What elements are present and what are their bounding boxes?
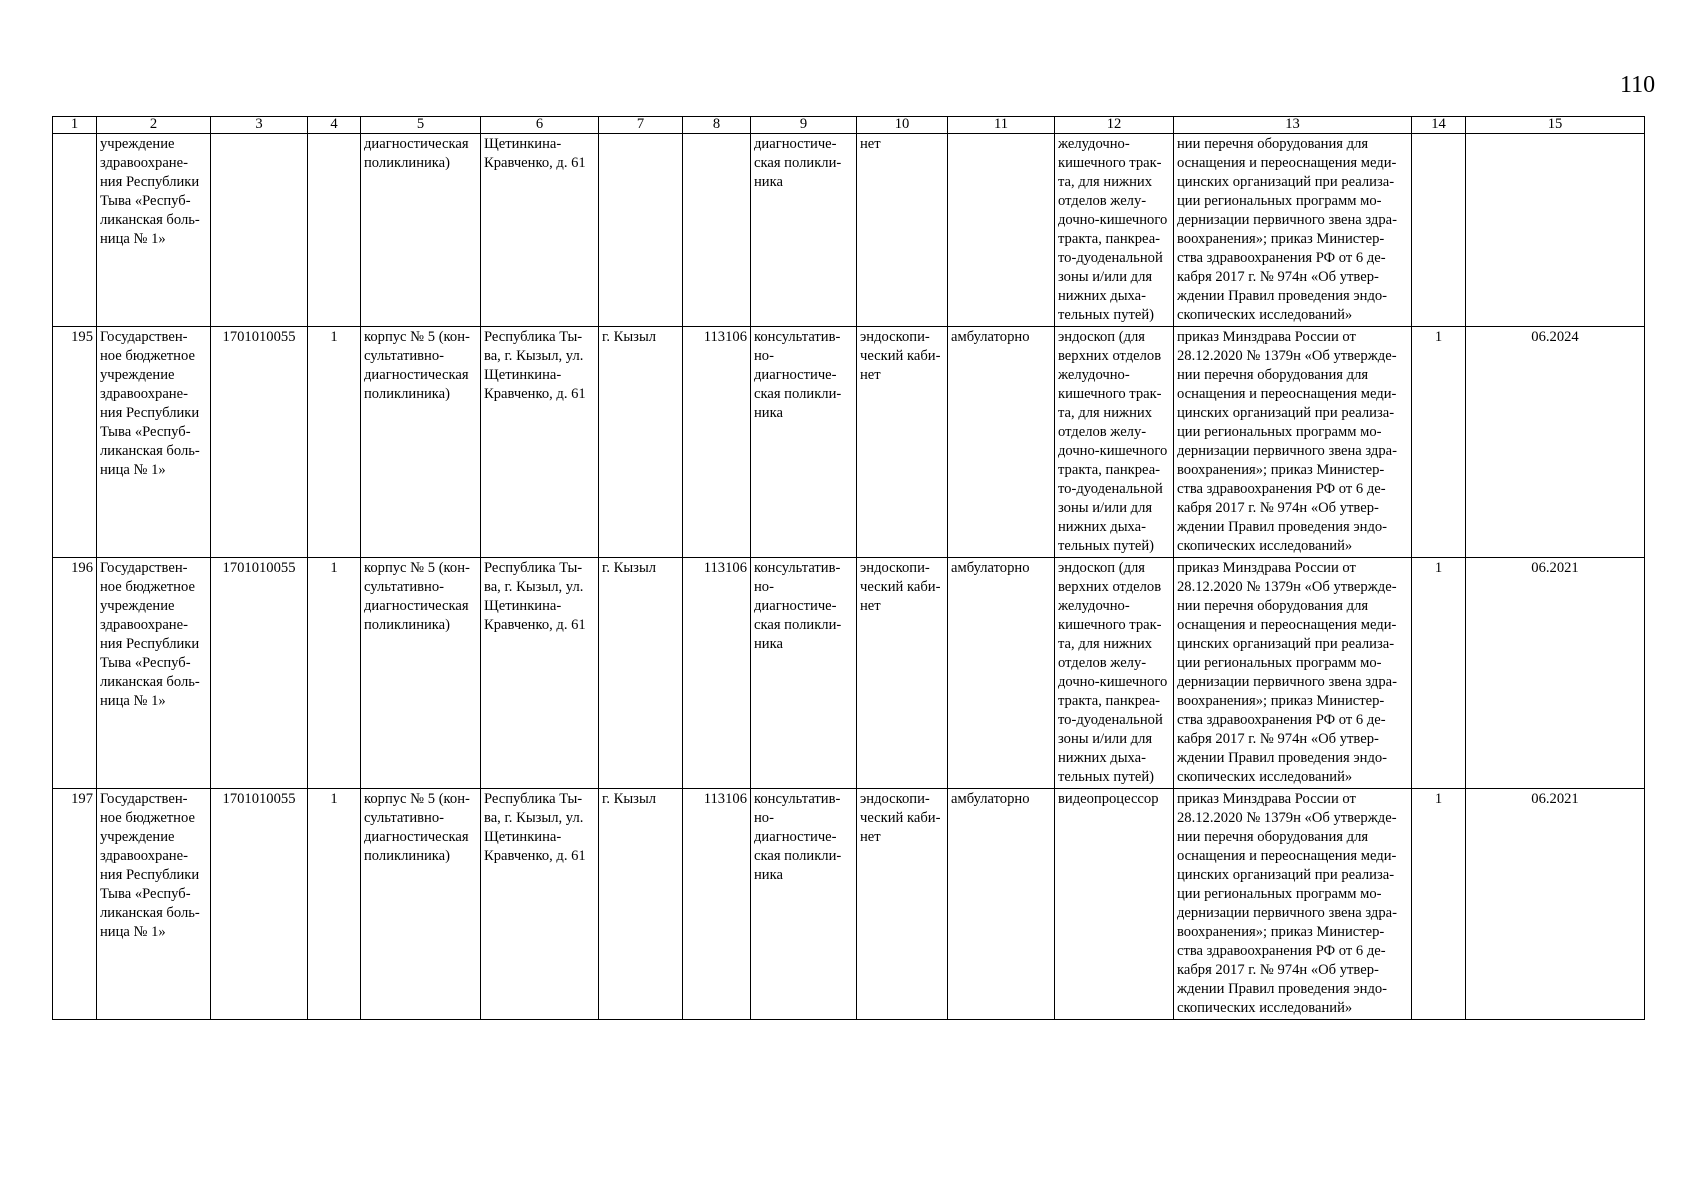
column-header: 8 <box>683 117 751 134</box>
equipment-table <box>52 116 1645 1020</box>
column-header: 6 <box>481 117 599 134</box>
city-cell: г. Кызыл <box>599 558 683 789</box>
city-cell <box>599 134 683 327</box>
equipment-cell: желудочно- кишечного трак- та, для нижних отделов желу- дочно-кишечного тракта, панкреа- то-дуоденальной зоны и/или для нижних дыха- тельных путей) <box>1055 134 1174 327</box>
table-row <box>53 558 1645 789</box>
column-header: 4 <box>308 117 361 134</box>
quantity-cell: 1 <box>1412 327 1466 558</box>
code-cell: 1701010055 <box>211 789 308 1020</box>
column-header: 12 <box>1055 117 1174 134</box>
column-header: 9 <box>751 117 857 134</box>
facility-type-cell: консультатив- но- диагностиче- ская поликли- ника <box>751 558 857 789</box>
building-cell: корпус № 5 (кон- сультативно- диагностическая поликлиника) <box>361 327 481 558</box>
page-number: 110 <box>1620 72 1656 98</box>
facility-type-cell: консультатив- но- диагностиче- ская поликли- ника <box>751 327 857 558</box>
organization-cell: учреждение здравоохране- ния Республики Тыва «Респуб- ликанская боль- ница № 1» <box>97 134 211 327</box>
row-number: 196 <box>53 558 97 789</box>
column-header: 14 <box>1412 117 1466 134</box>
equipment-cell: видеопроцессор <box>1055 789 1174 1020</box>
organization-cell: Государствен- ное бюджетное учреждение здравоохране- ния Республики Тыва «Респуб- ликанская боль- ница № 1» <box>97 558 211 789</box>
column-header: 7 <box>599 117 683 134</box>
building-cell: корпус № 5 (кон- сультативно- диагностическая поликлиника) <box>361 558 481 789</box>
city-cell: г. Кызыл <box>599 327 683 558</box>
legal-basis-cell: нии перечня оборудования для оснащения и переоснащения меди- цинских организаций при реализа- ции региональных программ мо- дернизации первичного звена здра- воохранения»; приказ Министер- ства здравоохранения РФ от 6 де- кабря 2017 г. № 974н «Об утвер- ждении Правил проведения эндо- скопических исследований» <box>1174 134 1412 327</box>
organization-cell: Государствен- ное бюджетное учреждение здравоохране- ния Республики Тыва «Респуб- ликанская боль- ница № 1» <box>97 789 211 1020</box>
building-cell: диагностическая поликлиника) <box>361 134 481 327</box>
room-cell: нет <box>857 134 948 327</box>
count-cell: 1 <box>308 558 361 789</box>
count-cell <box>308 134 361 327</box>
legal-basis-cell: приказ Минздрава России от 28.12.2020 № 1379н «Об утвержде- нии перечня оборудования для оснащения и переоснащения меди- цинских организаций при реализа- ции региональных программ мо- дернизации первичного звена здра- воохранения»; приказ Министер- ства здравоохранения РФ от 6 де- кабря 2017 г. № 974н «Об утвер- ждении Правил проведения эндо- скопических исследований» <box>1174 789 1412 1020</box>
column-header: 2 <box>97 117 211 134</box>
address-cell: Щетинкина- Кравченко, д. 61 <box>481 134 599 327</box>
city-cell: г. Кызыл <box>599 789 683 1020</box>
row-number: 197 <box>53 789 97 1020</box>
zip-cell: 113106 <box>683 789 751 1020</box>
date-cell: 06.2021 <box>1466 558 1645 789</box>
column-header: 3 <box>211 117 308 134</box>
row-number <box>53 134 97 327</box>
room-cell: эндоскопи- ческий каби- нет <box>857 789 948 1020</box>
care-mode-cell: амбулаторно <box>948 789 1055 1020</box>
building-cell: корпус № 5 (кон- сультативно- диагностическая поликлиника) <box>361 789 481 1020</box>
code-cell: 1701010055 <box>211 558 308 789</box>
room-cell: эндоскопи- ческий каби- нет <box>857 327 948 558</box>
room-cell: эндоскопи- ческий каби- нет <box>857 558 948 789</box>
column-header: 11 <box>948 117 1055 134</box>
table-row <box>53 134 1645 327</box>
quantity-cell: 1 <box>1412 558 1466 789</box>
care-mode-cell: амбулаторно <box>948 327 1055 558</box>
count-cell: 1 <box>308 327 361 558</box>
address-cell: Республика Ты- ва, г. Кызыл, ул. Щетинкина- Кравченко, д. 61 <box>481 558 599 789</box>
code-cell <box>211 134 308 327</box>
equipment-cell: эндоскоп (для верхних отделов желудочно- кишечного трак- та, для нижних отделов желу- дочно-кишечного тракта, панкреа- то-дуоденальной зоны и/или для нижних дыха- тельных путей) <box>1055 558 1174 789</box>
zip-cell: 113106 <box>683 558 751 789</box>
table-row <box>53 789 1645 1020</box>
date-cell: 06.2021 <box>1466 789 1645 1020</box>
column-header: 5 <box>361 117 481 134</box>
quantity-cell: 1 <box>1412 789 1466 1020</box>
date-cell <box>1466 134 1645 327</box>
legal-basis-cell: приказ Минздрава России от 28.12.2020 № 1379н «Об утвержде- нии перечня оборудования для оснащения и переоснащения меди- цинских организаций при реализа- ции региональных программ мо- дернизации первичного звена здра- воохранения»; приказ Министер- ства здравоохранения РФ от 6 де- кабря 2017 г. № 974н «Об утвер- ждении Правил проведения эндо- скопических исследований» <box>1174 558 1412 789</box>
count-cell: 1 <box>308 789 361 1020</box>
care-mode-cell: амбулаторно <box>948 558 1055 789</box>
column-header: 13 <box>1174 117 1412 134</box>
column-number-row <box>53 117 1645 134</box>
address-cell: Республика Ты- ва, г. Кызыл, ул. Щетинкина- Кравченко, д. 61 <box>481 327 599 558</box>
address-cell: Республика Ты- ва, г. Кызыл, ул. Щетинкина- Кравченко, д. 61 <box>481 789 599 1020</box>
facility-type-cell: консультатив- но- диагностиче- ская поликли- ника <box>751 789 857 1020</box>
zip-cell: 113106 <box>683 327 751 558</box>
column-header: 15 <box>1466 117 1645 134</box>
zip-cell <box>683 134 751 327</box>
equipment-cell: эндоскоп (для верхних отделов желудочно- кишечного трак- та, для нижних отделов желу- дочно-кишечного тракта, панкреа- то-дуоденальной зоны и/или для нижних дыха- тельных путей) <box>1055 327 1174 558</box>
row-number: 195 <box>53 327 97 558</box>
column-header: 10 <box>857 117 948 134</box>
legal-basis-cell: приказ Минздрава России от 28.12.2020 № 1379н «Об утвержде- нии перечня оборудования для оснащения и переоснащения меди- цинских организаций при реализа- ции региональных программ мо- дернизации первичного звена здра- воохранения»; приказ Министер- ства здравоохранения РФ от 6 де- кабря 2017 г. № 974н «Об утвер- ждении Правил проведения эндо- скопических исследований» <box>1174 327 1412 558</box>
column-header: 1 <box>53 117 97 134</box>
date-cell: 06.2024 <box>1466 327 1645 558</box>
facility-type-cell: диагностиче- ская поликли- ника <box>751 134 857 327</box>
table-row <box>53 327 1645 558</box>
care-mode-cell <box>948 134 1055 327</box>
organization-cell: Государствен- ное бюджетное учреждение здравоохране- ния Республики Тыва «Респуб- ликанская боль- ница № 1» <box>97 327 211 558</box>
code-cell: 1701010055 <box>211 327 308 558</box>
quantity-cell <box>1412 134 1466 327</box>
